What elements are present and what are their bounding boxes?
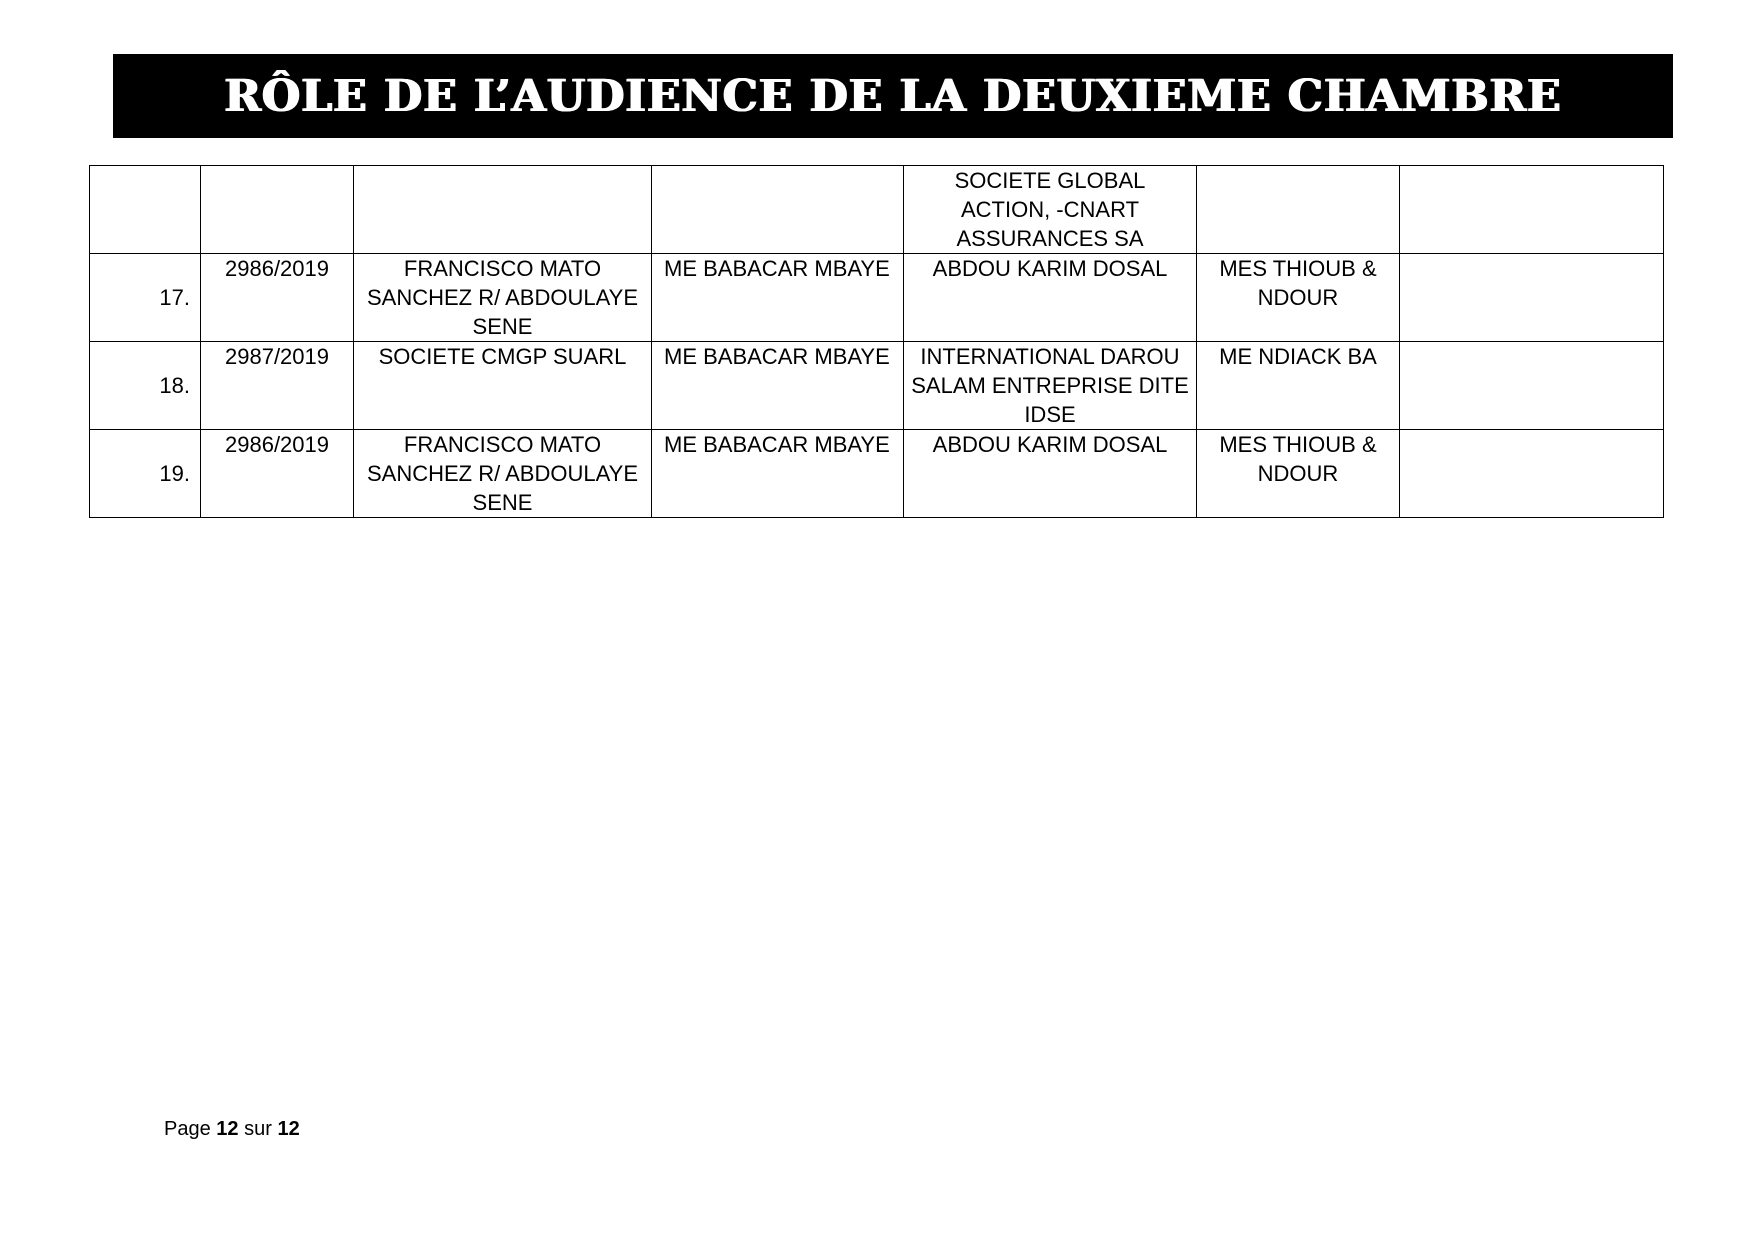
case-reference: 2986/2019: [201, 254, 354, 342]
parties: FRANCISCO MATO SANCHEZ R/ ABDOULAYE SENE: [354, 430, 652, 518]
case-reference: 2986/2019: [201, 430, 354, 518]
table-row-continuation: [90, 166, 1664, 254]
opponent: INTERNATIONAL DAROU SALAM ENTREPRISE DITE IDSE: [904, 342, 1197, 430]
counsel: ME BABACAR MBAYE: [652, 342, 904, 430]
row-number: 18.: [90, 342, 201, 430]
table-cell: [201, 166, 354, 254]
parties: FRANCISCO MATO SANCHEZ R/ ABDOULAYE SENE: [354, 254, 652, 342]
table-cell: [1400, 166, 1664, 254]
title-banner: [113, 54, 1673, 138]
row-number: 19.: [90, 430, 201, 518]
page-title: RÔLE DE L’AUDIENCE DE LA DEUXIEME CHAMBRE: [224, 70, 1562, 122]
counsel: ME BABACAR MBAYE: [652, 254, 904, 342]
table-cell-opponent: SOCIETE GLOBAL ACTION, -CNART ASSURANCES SA: [904, 166, 1197, 254]
case-reference: 2987/2019: [201, 342, 354, 430]
page-footer: [164, 1118, 300, 1141]
extra: [1400, 430, 1664, 518]
extra: [1400, 254, 1664, 342]
current-page: 12: [216, 1118, 239, 1140]
opponent: ABDOU KARIM DOSAL: [904, 254, 1197, 342]
table-cell: [1197, 166, 1400, 254]
table-row: [90, 430, 1664, 518]
table-cell: [652, 166, 904, 254]
opponent-counsel: ME NDIACK BA: [1197, 342, 1400, 430]
counsel: ME BABACAR MBAYE: [652, 430, 904, 518]
total-pages: 12: [277, 1118, 300, 1140]
table-row: [90, 254, 1664, 342]
table-row: [90, 342, 1664, 430]
opponent-counsel: MES THIOUB & NDOUR: [1197, 430, 1400, 518]
hearing-roll-table: [89, 165, 1664, 518]
page-word: Page: [164, 1118, 211, 1140]
row-number: 17.: [90, 254, 201, 342]
table-cell: [354, 166, 652, 254]
of-word: sur: [244, 1118, 272, 1140]
table-cell: [90, 166, 201, 254]
parties: SOCIETE CMGP SUARL: [354, 342, 652, 430]
opponent-counsel: MES THIOUB & NDOUR: [1197, 254, 1400, 342]
extra: [1400, 342, 1664, 430]
opponent: ABDOU KARIM DOSAL: [904, 430, 1197, 518]
